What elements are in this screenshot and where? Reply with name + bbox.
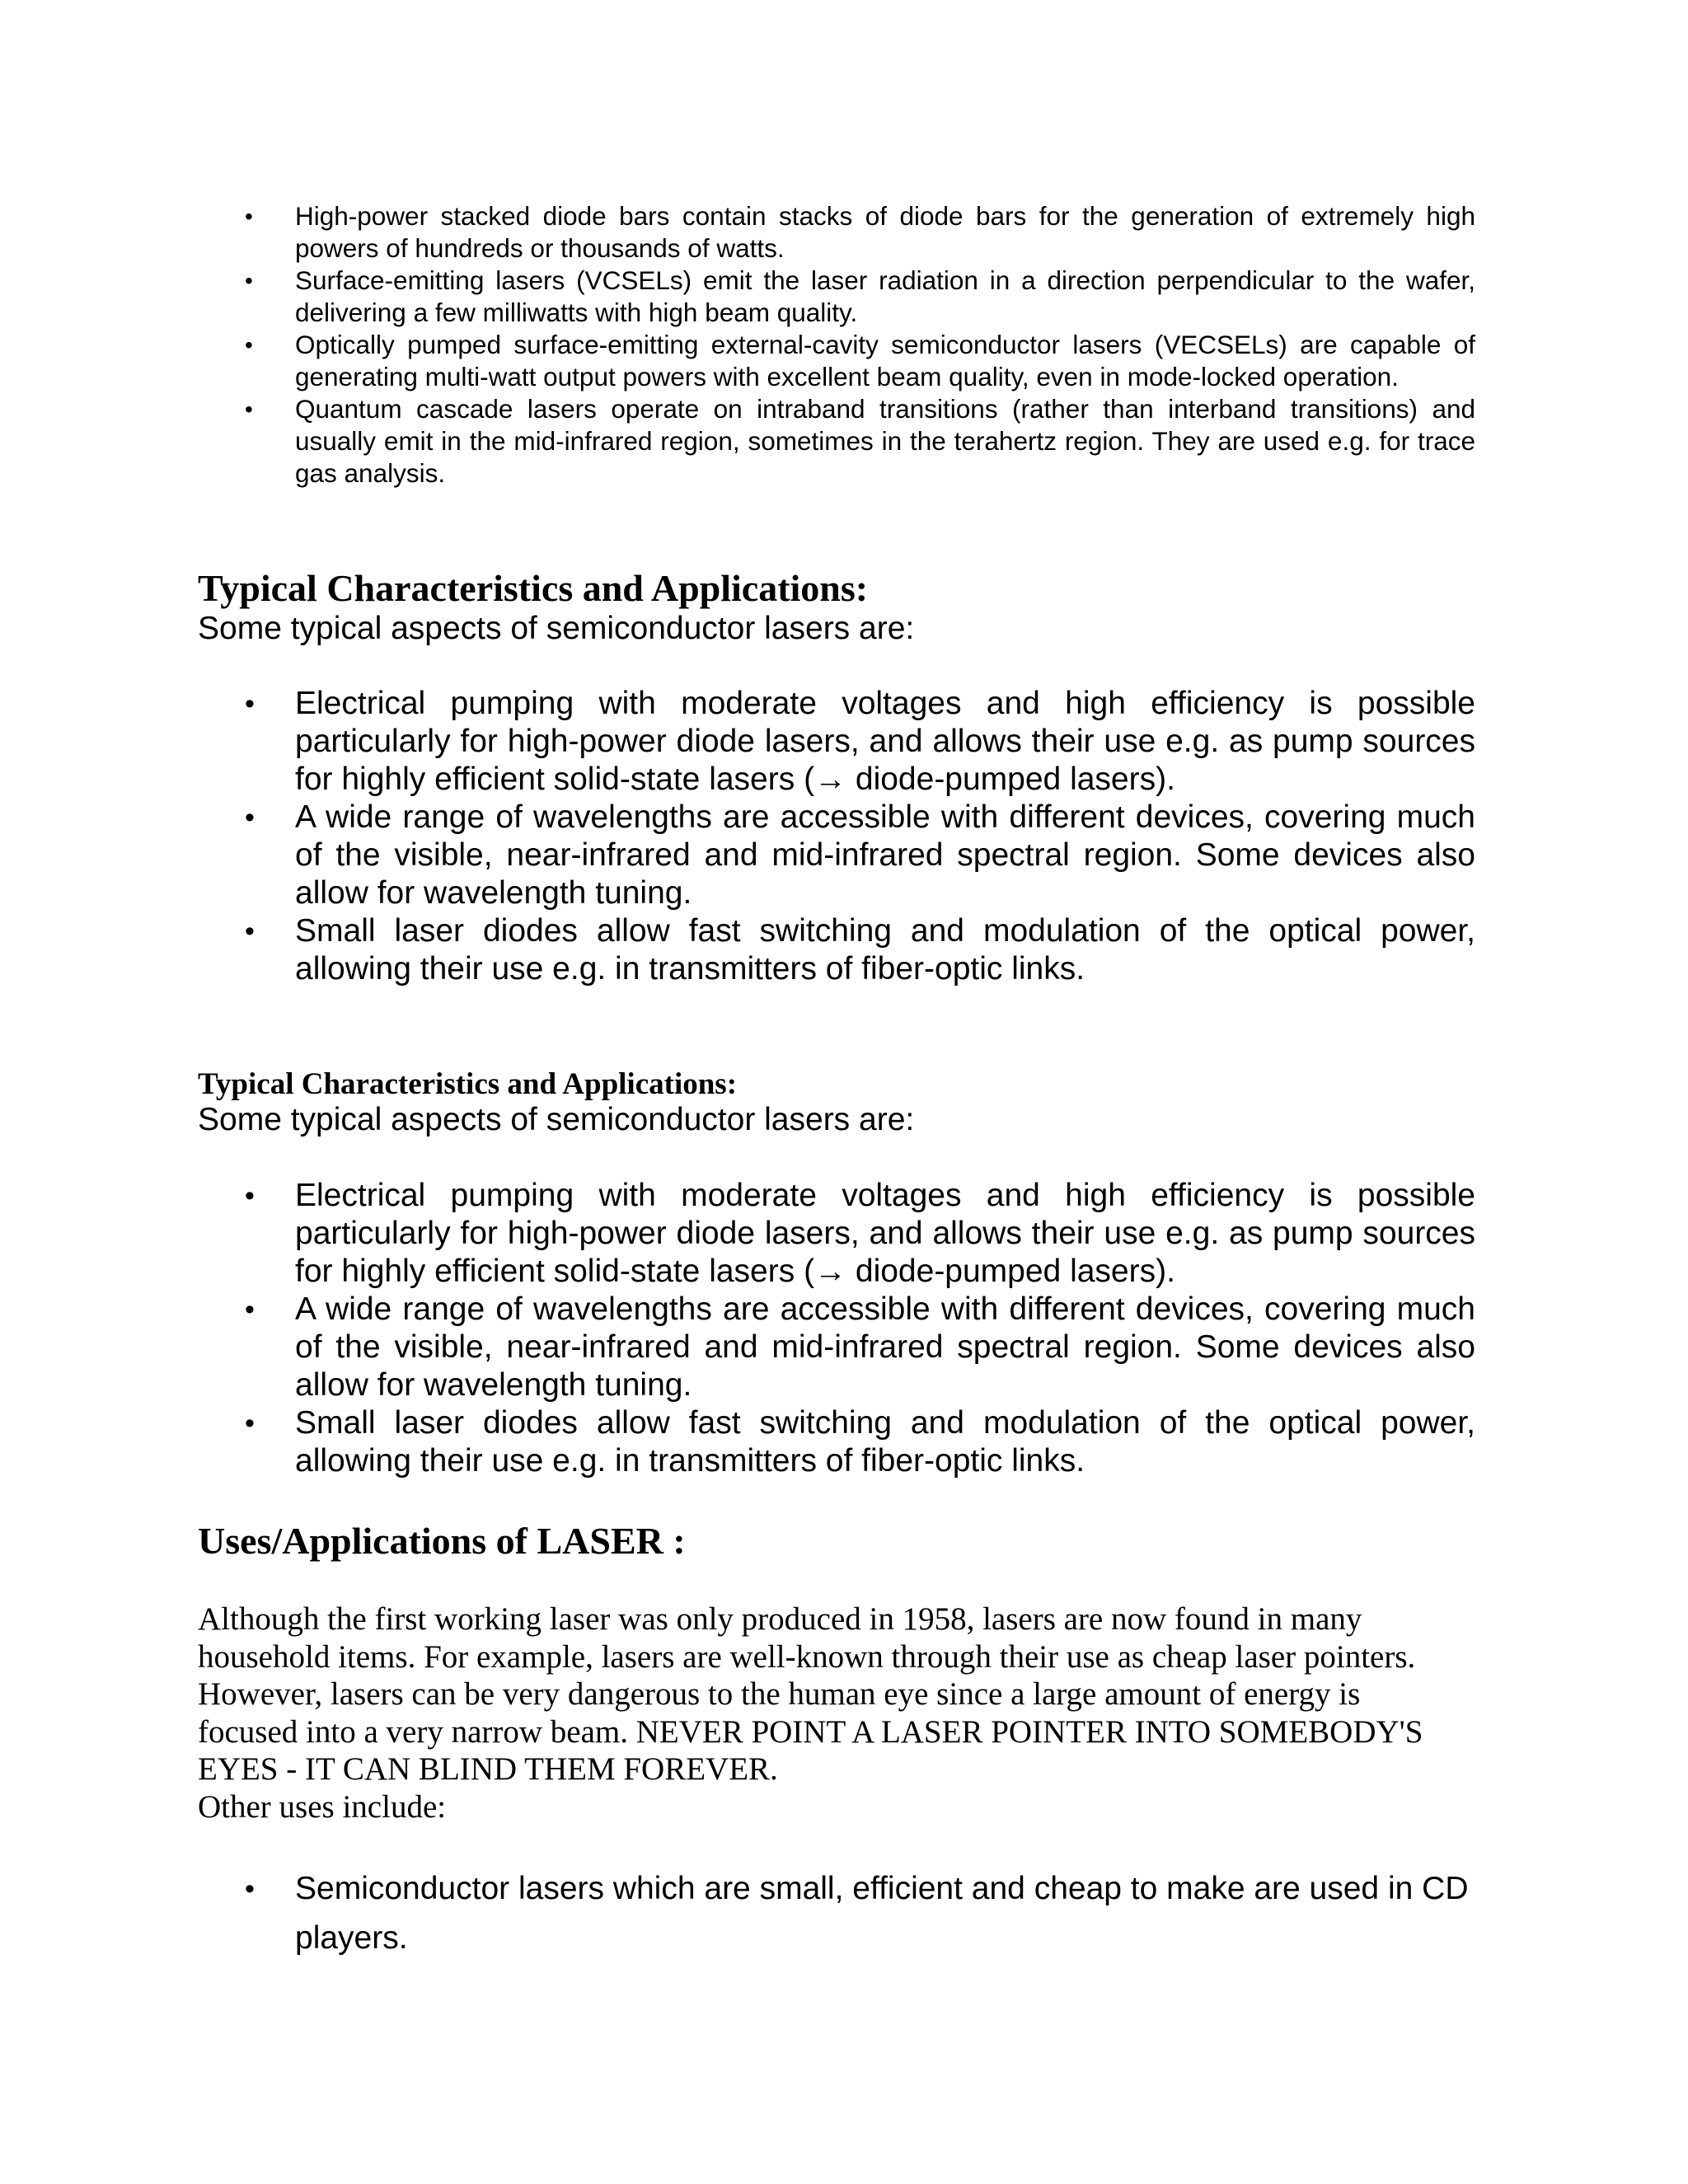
list-item bbox=[198, 1404, 1475, 1480]
list-item-text: High-power stacked diode bars contain stacks of diode bars for the generation of extremely high powers of hundreds or thousands of watts. bbox=[295, 201, 1475, 263]
bullet-icon: • bbox=[245, 1180, 255, 1212]
paragraph-line: Other uses include: bbox=[198, 1788, 447, 1825]
list-item-text: Small laser diodes allow fast switching and modulation of the optical power, allowing their use e.g. in transmitters of fiber-optic links. bbox=[295, 1405, 1475, 1479]
bullet-icon: • bbox=[245, 802, 255, 833]
list-item-text: Electrical pumping with moderate voltages and high efficiency is possible particularly for high-power diode lasers, and allows their use e.g. as pump sources for highly efficient solid-state lasers (→ diode-pumped lasers). bbox=[295, 686, 1475, 797]
list-item bbox=[198, 799, 1475, 912]
section-heading: Typical Characteristics and Applications: bbox=[198, 1067, 738, 1101]
list-item-text: Small laser diodes allow fast switching and modulation of the optical power, allowing their use e.g. in transmitters of fiber-optic links. bbox=[295, 913, 1475, 987]
paragraph-line: Although the first working laser was only produced in 1958, lasers are now found in many bbox=[198, 1601, 1362, 1637]
list-item-text: Quantum cascade lasers operate on intraband transitions (rather than interband transitions) and usually emit in the mid-infrared region, sometimes in the terahertz region. They are used e.g. for trace gas analysis. bbox=[295, 394, 1475, 488]
paragraph-line: household items. For example, lasers are well-known through their use as cheap laser pointers. bbox=[198, 1638, 1416, 1675]
bullet-icon: • bbox=[245, 1408, 255, 1439]
section-intro: Some typical aspects of semiconductor lasers are: bbox=[198, 1102, 915, 1137]
list-item bbox=[198, 1177, 1475, 1291]
uses-paragraph bbox=[198, 1601, 1484, 1825]
bullet-icon: • bbox=[245, 268, 253, 293]
list-item-text: A wide range of wavelengths are accessible with different devices, covering much of the visible, near-infrared and mid-infrared spectral region. Some devices also allow for wavelength tuning. bbox=[295, 799, 1475, 911]
paragraph-line: focused into a very narrow beam. NEVER POINT A LASER POINTER INTO SOMEBODY'S bbox=[198, 1713, 1423, 1750]
characteristics-list bbox=[198, 685, 1475, 988]
bullet-icon: • bbox=[245, 1294, 255, 1325]
list-item-text: Surface-emitting lasers (VCSELs) emit the laser radiation in a direction perpendicular to the wafer, delivering a few milliwatts with high beam quality. bbox=[295, 265, 1475, 327]
list-item bbox=[198, 265, 1475, 329]
characteristics-list bbox=[198, 1177, 1475, 1480]
list-item bbox=[198, 329, 1475, 393]
list-item bbox=[198, 200, 1475, 265]
uses-list bbox=[198, 1864, 1475, 1963]
section-intro: Some typical aspects of semiconductor lasers are: bbox=[198, 611, 915, 646]
paragraph-line: However, lasers can be very dangerous to the human eye since a large amount of energy is bbox=[198, 1676, 1361, 1712]
list-item bbox=[198, 393, 1475, 490]
list-item-text: Optically pumped surface-emitting external-cavity semiconductor lasers (VECSELs) are capable of generating multi-watt output powers with excellent beam quality, even in mode-locked operation. bbox=[295, 330, 1475, 391]
list-item-text: Electrical pumping with moderate voltages and high efficiency is possible particularly for high-power diode lasers, and allows their use e.g. as pump sources for highly efficient solid-state lasers (→ diode-pumped lasers). bbox=[295, 1178, 1475, 1289]
bullet-icon: • bbox=[245, 1873, 255, 1905]
section-heading: Typical Characteristics and Applications: bbox=[198, 567, 869, 609]
bullet-icon: • bbox=[245, 916, 255, 947]
list-item-text: A wide range of wavelengths are accessible with different devices, covering much of the visible, near-infrared and mid-infrared spectral region. Some devices also allow for wavelength tuning. bbox=[295, 1291, 1475, 1403]
laser-types-list bbox=[198, 200, 1475, 490]
list-item bbox=[198, 1291, 1475, 1404]
bullet-icon: • bbox=[245, 688, 255, 719]
bullet-icon: • bbox=[245, 396, 253, 422]
section-heading: Uses/Applications of LASER : bbox=[198, 1520, 686, 1562]
bullet-icon: • bbox=[245, 204, 253, 229]
list-item-text: Semiconductor lasers which are small, efficient and cheap to make are used in CD players. bbox=[295, 1871, 1469, 1956]
list-item bbox=[198, 1864, 1475, 1963]
paragraph-line: EYES - IT CAN BLIND THEM FOREVER. bbox=[198, 1751, 778, 1787]
list-item bbox=[198, 685, 1475, 799]
bullet-icon: • bbox=[245, 332, 253, 358]
list-item bbox=[198, 912, 1475, 988]
